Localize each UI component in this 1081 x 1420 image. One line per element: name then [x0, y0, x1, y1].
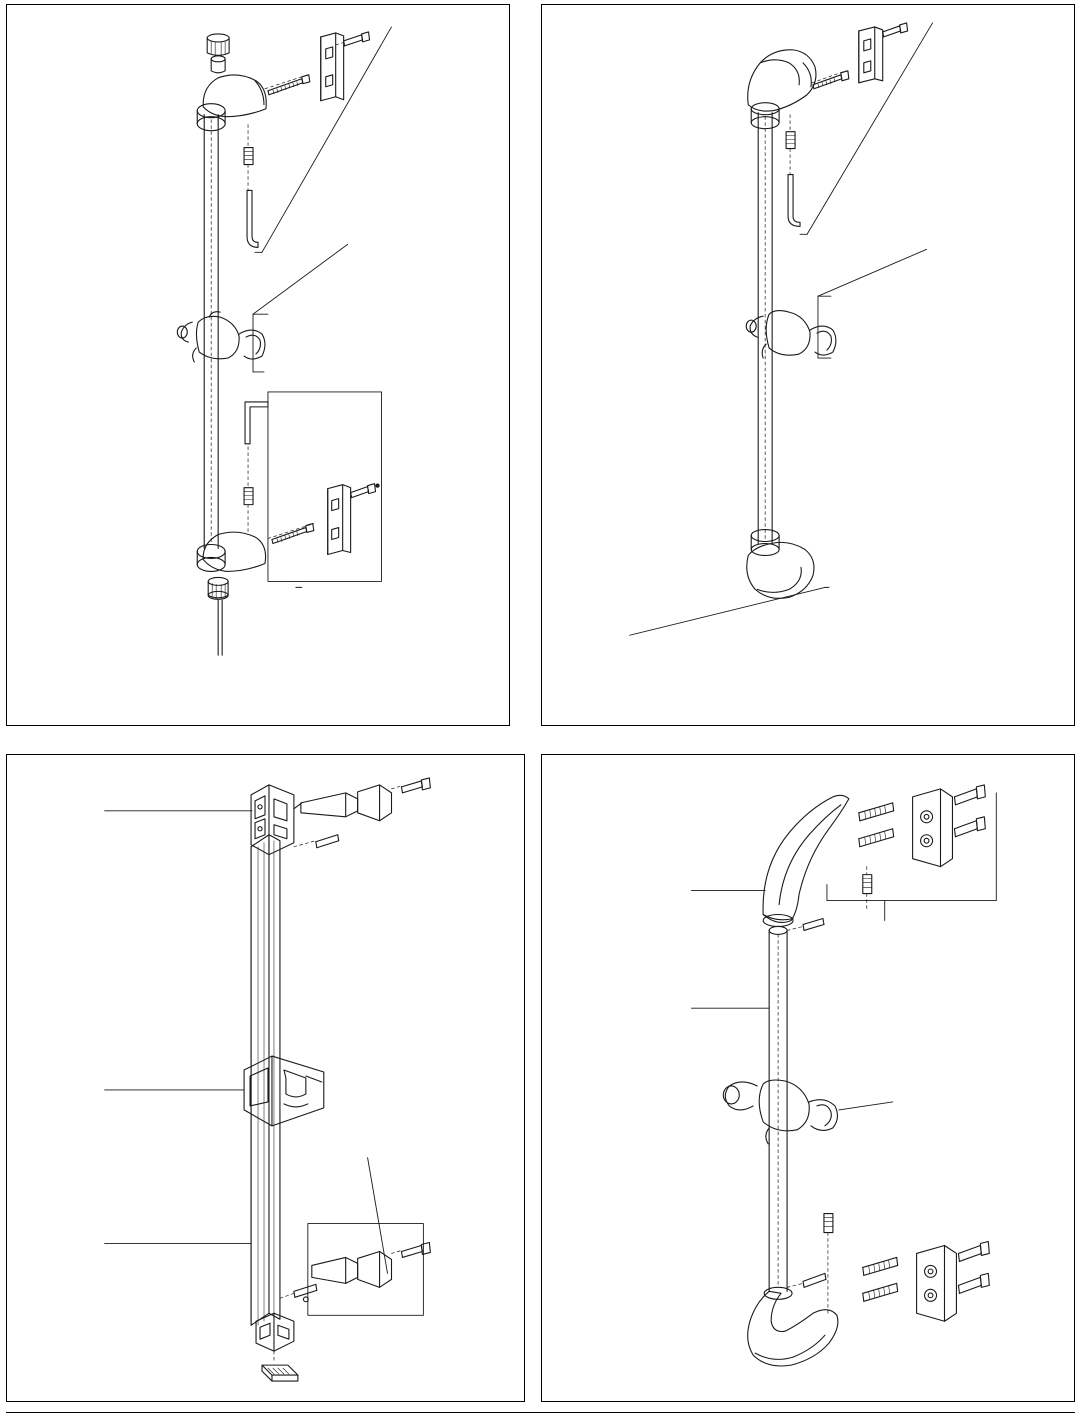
machine-screw-upper-1	[265, 75, 310, 95]
bottom-bracket-exploded	[312, 1251, 392, 1287]
set-screw-top-1	[392, 778, 431, 793]
square-slide-bar	[251, 835, 280, 1325]
curved-slide-bar-assembly-drawing	[542, 755, 1074, 1401]
hex-key-wrench-upper	[247, 190, 258, 247]
handshower-holder-clamp	[746, 311, 836, 358]
wall-anchor-upper	[863, 867, 872, 909]
machine-screw-lower-1	[351, 484, 376, 498]
set-screw-top-2	[294, 835, 339, 848]
panel-bottom-right	[541, 754, 1075, 1402]
set-screw-lower-bar	[787, 1273, 826, 1287]
slide-bar-tube	[769, 926, 787, 1291]
upper-mounting-plate	[913, 789, 953, 867]
slide-bar-tube	[204, 115, 218, 549]
lower-wall-bracket-escutcheon	[197, 532, 265, 571]
set-screw-bottom-2	[280, 1284, 317, 1298]
square-slide-bar-assembly-drawing	[7, 755, 524, 1401]
lower-curved-foot	[748, 1287, 838, 1366]
bottom-mounting-block	[256, 1313, 294, 1351]
lower-flared-bracket	[747, 530, 814, 599]
hose-connector-nut	[208, 577, 228, 655]
anchor-lower-1	[863, 1257, 898, 1275]
callout-lower-bracket-leader	[630, 587, 829, 635]
machine-screw-lower-2	[268, 524, 314, 544]
hex-key-wrench-upper	[788, 175, 800, 227]
callout-slider-clamp-leader	[839, 1102, 893, 1110]
panel-top-left	[6, 4, 510, 726]
set-screw-bottom-1	[392, 1242, 431, 1257]
machine-screw-upper-1	[954, 785, 985, 805]
callout-upper-bracket-leader	[255, 27, 391, 252]
mounting-plate-upper	[859, 27, 883, 83]
handshower-holder-clamp	[177, 312, 265, 362]
callout-upper-bracket-leader	[800, 23, 933, 234]
slide-bar-assembly-traditional-upper-drawing	[7, 5, 509, 725]
upper-wall-bracket-escutcheon	[197, 75, 266, 131]
anchor-upper-1	[859, 803, 894, 821]
slide-bar-assembly-flared-upper-drawing	[542, 5, 1074, 725]
footer-rule	[6, 1412, 1075, 1413]
machine-screw-lower-2	[958, 1273, 989, 1293]
wall-anchor-upper	[786, 115, 795, 175]
square-holder-clamp	[244, 1056, 324, 1126]
base-trim-plate	[262, 1351, 298, 1381]
top-bracket-exploded	[294, 785, 392, 821]
bottom-bracket-detail-box	[308, 1224, 424, 1316]
upper-curved-arm	[763, 795, 849, 926]
machine-screw-upper-2	[883, 23, 908, 37]
panel-bottom-left	[6, 754, 525, 1402]
wall-anchor-lower	[244, 447, 253, 534]
mounting-plate-lower	[328, 485, 351, 555]
anchor-lower-2	[863, 1283, 898, 1301]
lower-mounting-plate	[917, 1245, 957, 1321]
anchor-upper-2	[859, 829, 894, 847]
machine-screw-upper-2	[954, 817, 985, 837]
hex-key-wrench-lower	[245, 402, 268, 444]
slide-bar-tube	[758, 113, 772, 544]
wall-anchor-upper	[244, 125, 253, 191]
upper-plate-detail-box	[827, 793, 996, 901]
callout-slider-clamp-leader	[253, 244, 348, 372]
machine-screw-upper-2	[336, 32, 370, 46]
callout-slider-clamp-leader	[818, 249, 927, 358]
wall-anchor-lower	[824, 1214, 833, 1314]
panel-top-right	[541, 4, 1075, 726]
handshower-holder-clamp	[723, 1080, 837, 1144]
top-cap	[207, 34, 229, 73]
mounting-plate-upper	[321, 33, 344, 101]
lower-bracket-detail-box	[268, 392, 382, 581]
callout-bracket-detail-leader	[368, 1158, 388, 1274]
square-bar-top-cap	[251, 785, 294, 855]
machine-screw-upper-1	[812, 71, 849, 89]
machine-screw-lower-1	[958, 1241, 989, 1261]
